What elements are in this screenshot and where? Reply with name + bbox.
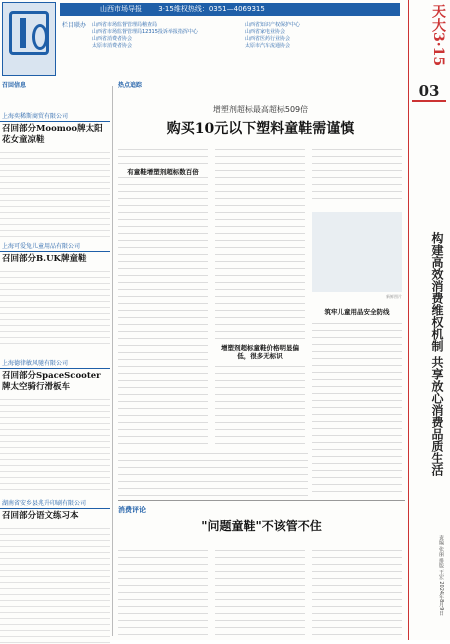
article-headline: 购买10元以下塑料童鞋需谨慎 bbox=[166, 121, 355, 137]
unit-item: 山西省知识产权保护中心 bbox=[245, 22, 301, 28]
recall-item bbox=[0, 497, 110, 644]
inline-heading: 有童鞋增塑剂超标数百倍 bbox=[118, 168, 208, 176]
page-footer: 责编 张丽 排版 王宏 2024年8月9日 bbox=[438, 535, 444, 616]
unit-item: 太原市汽车流通协会 bbox=[245, 43, 291, 49]
side-column bbox=[312, 318, 402, 498]
recall-source: 上海可爱兔儿童用品有限公司 bbox=[0, 240, 110, 252]
commentary-column bbox=[312, 545, 402, 637]
section-label: 栏目联办 bbox=[62, 22, 87, 29]
recall-source: 上海奕稀斯商贸有限公司 bbox=[0, 110, 110, 122]
section-divider bbox=[118, 500, 405, 501]
recall-column bbox=[0, 92, 110, 640]
recall-title: 召回部分语文练习本 bbox=[2, 511, 79, 521]
recall-body bbox=[0, 395, 110, 490]
page-header bbox=[0, 0, 405, 80]
commentary-section bbox=[118, 505, 405, 640]
article-photo bbox=[312, 212, 402, 292]
unit-item: 山西省医药行业协会 bbox=[245, 36, 291, 42]
commentary-column bbox=[118, 545, 208, 637]
side-heading: 筑牢儿童用品安全防线 bbox=[324, 308, 390, 316]
article-column bbox=[215, 144, 305, 444]
units-list-2 bbox=[245, 22, 395, 50]
page-number: 03 bbox=[418, 82, 440, 100]
recall-label: 召回信息 bbox=[2, 82, 27, 89]
photo-caption: 新鲜图片 bbox=[386, 294, 402, 299]
recall-item bbox=[0, 110, 110, 240]
recall-source: 上海德律敏风驰有限公司 bbox=[0, 357, 110, 369]
commentary-column bbox=[215, 545, 305, 637]
recall-item bbox=[0, 240, 110, 347]
unit-item: 山西省市场监督管理局稽查局 bbox=[92, 22, 158, 28]
vertical-slogan: 构建高效消费维权机制 共享放心消费品质生活 bbox=[430, 232, 444, 477]
paper-name: 山西市场导报 bbox=[100, 5, 142, 13]
hotline: 3·15维权热线：0351—4069315 bbox=[158, 5, 265, 13]
article-column bbox=[118, 144, 208, 444]
unit-item: 山西省市场监督管理局12315投诉举报指挥中心 bbox=[92, 29, 198, 35]
recall-title: 召回部分SpaceScooter牌太空骑行滑板车 bbox=[2, 371, 101, 392]
paper-logo bbox=[2, 2, 56, 76]
commentary-title: "问题童鞋"不该管不住 bbox=[201, 519, 322, 533]
unit-item: 山西省消费者协会 bbox=[92, 36, 133, 42]
logo-icon bbox=[9, 11, 49, 55]
recall-body bbox=[0, 267, 110, 347]
recall-title: 召回部分Moomoo牌太阳花女童凉鞋 bbox=[2, 124, 103, 145]
header-topbar bbox=[60, 3, 400, 16]
recall-item bbox=[0, 357, 110, 490]
unit-item: 山西省家电业协会 bbox=[245, 29, 286, 35]
article-column bbox=[118, 448, 308, 496]
recall-source: 湖南省安乡县兆升印刷有限公司 bbox=[0, 497, 110, 509]
column-divider bbox=[112, 86, 113, 636]
recall-body bbox=[0, 148, 110, 240]
inline-heading: 增塑剂超标童鞋价格明显偏低，很多无标识 bbox=[215, 344, 305, 360]
recall-title: 召回部分B.UK牌童鞋 bbox=[2, 254, 87, 264]
article-subhead: 增塑剂超标最高超标509倍 bbox=[212, 105, 309, 114]
divider bbox=[412, 100, 446, 102]
recall-body bbox=[0, 524, 110, 644]
units-list-1 bbox=[92, 22, 232, 50]
article-column bbox=[312, 144, 402, 204]
issue-date: 天大3·15 bbox=[430, 4, 446, 67]
unit-item: 太原市消费者协会 bbox=[92, 43, 133, 49]
hot-label: 热点追踪 bbox=[118, 82, 143, 89]
commentary-tag: 消费评论 bbox=[118, 506, 146, 514]
